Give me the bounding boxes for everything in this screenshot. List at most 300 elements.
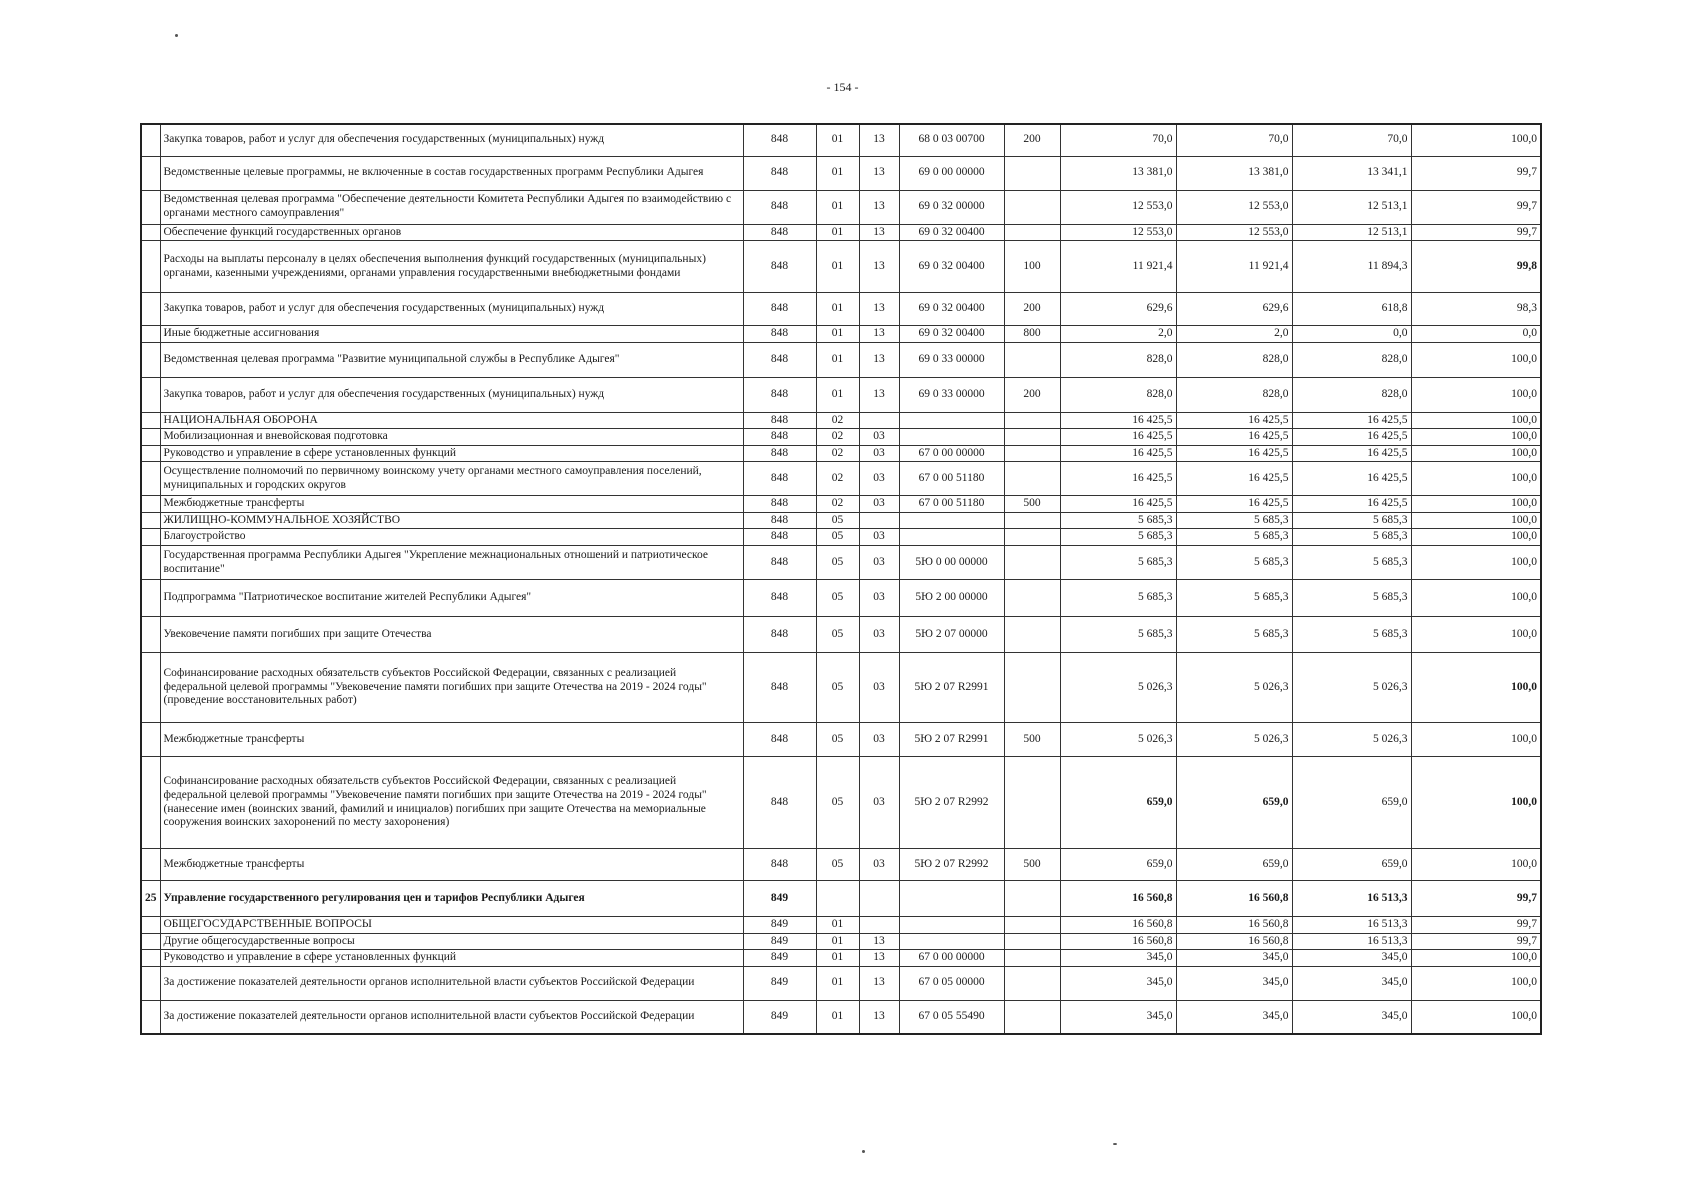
item-name-cell: Обеспечение функций государственных органов: [160, 224, 743, 241]
amount-3-cell: 618,8: [1292, 293, 1411, 326]
subsection-code-cell: 13: [859, 950, 899, 967]
amount-3-cell: 11 894,3: [1292, 241, 1411, 293]
table-row: [141, 326, 1541, 343]
table-row: [141, 653, 1541, 723]
percent-cell: 100,0: [1411, 723, 1541, 757]
section-code-cell: 01: [816, 342, 859, 377]
row-number-cell: [141, 326, 160, 343]
amount-1-cell: 70,0: [1060, 124, 1176, 156]
target-article-cell: [899, 412, 1004, 429]
percent-cell: 100,0: [1411, 512, 1541, 529]
table-row: [141, 580, 1541, 617]
expense-type-cell: 500: [1004, 849, 1060, 881]
item-name-cell: За достижение показателей деятельности органов исполнительной власти субъектов Российской Федерации: [160, 1000, 743, 1034]
amount-1-cell: 345,0: [1060, 1000, 1176, 1034]
percent-cell: 100,0: [1411, 849, 1541, 881]
amount-3-cell: 13 341,1: [1292, 156, 1411, 190]
item-name-cell: Закупка товаров, работ и услуг для обеспечения государственных (муниципальных) нужд: [160, 293, 743, 326]
percent-cell: 99,7: [1411, 933, 1541, 950]
department-code-cell: 848: [743, 723, 816, 757]
percent-cell: 100,0: [1411, 580, 1541, 617]
item-name-cell: ОБЩЕГОСУДАРСТВЕННЫЕ ВОПРОСЫ: [160, 917, 743, 934]
item-name-cell: Благоустройство: [160, 529, 743, 546]
subsection-code-cell: 03: [859, 445, 899, 462]
amount-3-cell: 5 685,3: [1292, 580, 1411, 617]
row-number-cell: [141, 445, 160, 462]
expense-type-cell: [1004, 1000, 1060, 1034]
amount-1-cell: 16 425,5: [1060, 429, 1176, 446]
expense-type-cell: [1004, 462, 1060, 496]
amount-3-cell: 70,0: [1292, 124, 1411, 156]
department-code-cell: 848: [743, 224, 816, 241]
table-row: [141, 546, 1541, 580]
target-article-cell: 67 0 00 51180: [899, 496, 1004, 513]
target-article-cell: 69 0 32 00400: [899, 241, 1004, 293]
row-number-cell: [141, 462, 160, 496]
table-row: [141, 966, 1541, 1000]
amount-2-cell: 16 425,5: [1176, 429, 1292, 446]
amount-3-cell: 16 513,3: [1292, 933, 1411, 950]
percent-cell: 100,0: [1411, 342, 1541, 377]
department-code-cell: 848: [743, 546, 816, 580]
amount-2-cell: 5 685,3: [1176, 617, 1292, 653]
target-article-cell: 67 0 05 55490: [899, 1000, 1004, 1034]
department-code-cell: 848: [743, 849, 816, 881]
amount-3-cell: 345,0: [1292, 966, 1411, 1000]
percent-cell: 100,0: [1411, 462, 1541, 496]
table-row: [141, 757, 1541, 849]
amount-2-cell: 16 560,8: [1176, 933, 1292, 950]
table-row: [141, 496, 1541, 513]
section-code-cell: 05: [816, 617, 859, 653]
subsection-code-cell: 13: [859, 224, 899, 241]
department-code-cell: 848: [743, 156, 816, 190]
row-number-cell: [141, 342, 160, 377]
department-code-cell: 848: [743, 512, 816, 529]
row-number-cell: [141, 412, 160, 429]
section-code-cell: 01: [816, 917, 859, 934]
expense-type-cell: [1004, 580, 1060, 617]
amount-3-cell: 659,0: [1292, 849, 1411, 881]
section-code-cell: 05: [816, 546, 859, 580]
item-name-cell: Государственная программа Республики Адыгея "Укрепление межнациональных отношений и патриотическое воспитание": [160, 546, 743, 580]
section-code-cell: 05: [816, 849, 859, 881]
item-name-cell: Управление государственного регулирования цен и тарифов Республики Адыгея: [160, 881, 743, 917]
amount-1-cell: 16 425,5: [1060, 445, 1176, 462]
department-code-cell: 848: [743, 241, 816, 293]
item-name-cell: НАЦИОНАЛЬНАЯ ОБОРОНА: [160, 412, 743, 429]
scan-speck: [1113, 1143, 1117, 1145]
target-article-cell: 5Ю 2 07 R2992: [899, 757, 1004, 849]
amount-2-cell: 345,0: [1176, 966, 1292, 1000]
amount-1-cell: 16 560,8: [1060, 933, 1176, 950]
target-article-cell: [899, 429, 1004, 446]
amount-2-cell: 70,0: [1176, 124, 1292, 156]
expense-type-cell: [1004, 757, 1060, 849]
table-row: [141, 881, 1541, 917]
target-article-cell: 5Ю 2 07 R2991: [899, 723, 1004, 757]
table-row: [141, 224, 1541, 241]
row-number-cell: 25: [141, 881, 160, 917]
target-article-cell: [899, 529, 1004, 546]
percent-cell: 100,0: [1411, 124, 1541, 156]
expense-type-cell: [1004, 933, 1060, 950]
section-code-cell: 02: [816, 445, 859, 462]
percent-cell: 100,0: [1411, 1000, 1541, 1034]
subsection-code-cell: 13: [859, 156, 899, 190]
department-code-cell: 848: [743, 377, 816, 412]
amount-2-cell: 5 026,3: [1176, 653, 1292, 723]
amount-2-cell: 12 553,0: [1176, 190, 1292, 224]
amount-2-cell: 828,0: [1176, 342, 1292, 377]
amount-1-cell: 5 685,3: [1060, 546, 1176, 580]
percent-cell: 100,0: [1411, 966, 1541, 1000]
row-number-cell: [141, 496, 160, 513]
subsection-code-cell: 03: [859, 429, 899, 446]
target-article-cell: 69 0 33 00000: [899, 342, 1004, 377]
target-article-cell: 5Ю 2 07 R2992: [899, 849, 1004, 881]
expense-type-cell: [1004, 156, 1060, 190]
section-code-cell: 01: [816, 156, 859, 190]
expense-type-cell: [1004, 445, 1060, 462]
amount-1-cell: 16 425,5: [1060, 462, 1176, 496]
amount-3-cell: 345,0: [1292, 1000, 1411, 1034]
department-code-cell: 849: [743, 950, 816, 967]
row-number-cell: [141, 653, 160, 723]
table-row: [141, 917, 1541, 934]
table-row: [141, 412, 1541, 429]
target-article-cell: 67 0 00 00000: [899, 445, 1004, 462]
table-row: [141, 723, 1541, 757]
section-code-cell: 05: [816, 757, 859, 849]
expense-type-cell: [1004, 653, 1060, 723]
percent-cell: 100,0: [1411, 546, 1541, 580]
expense-type-cell: 100: [1004, 241, 1060, 293]
target-article-cell: 69 0 32 00400: [899, 224, 1004, 241]
row-number-cell: [141, 723, 160, 757]
amount-1-cell: 13 381,0: [1060, 156, 1176, 190]
subsection-code-cell: 03: [859, 617, 899, 653]
subsection-code-cell: 13: [859, 342, 899, 377]
department-code-cell: 849: [743, 933, 816, 950]
target-article-cell: 68 0 03 00700: [899, 124, 1004, 156]
amount-3-cell: 5 685,3: [1292, 546, 1411, 580]
row-number-cell: [141, 580, 160, 617]
amount-2-cell: 659,0: [1176, 757, 1292, 849]
section-code-cell: 01: [816, 933, 859, 950]
item-name-cell: Межбюджетные трансферты: [160, 849, 743, 881]
amount-3-cell: 16 425,5: [1292, 429, 1411, 446]
expense-type-cell: [1004, 966, 1060, 1000]
table-row: [141, 933, 1541, 950]
section-code-cell: 02: [816, 462, 859, 496]
expense-type-cell: 200: [1004, 124, 1060, 156]
amount-3-cell: 16 513,3: [1292, 917, 1411, 934]
item-name-cell: Ведомственные целевые программы, не включенные в состав государственных программ Республики Адыгея: [160, 156, 743, 190]
page-number: - 154 -: [826, 80, 859, 94]
subsection-code-cell: 03: [859, 849, 899, 881]
row-number-cell: [141, 124, 160, 156]
subsection-code-cell: 13: [859, 1000, 899, 1034]
expense-type-cell: 500: [1004, 723, 1060, 757]
department-code-cell: 848: [743, 293, 816, 326]
section-code-cell: [816, 881, 859, 917]
expense-type-cell: [1004, 529, 1060, 546]
section-code-cell: 01: [816, 190, 859, 224]
row-number-cell: [141, 950, 160, 967]
section-code-cell: 01: [816, 326, 859, 343]
target-article-cell: 67 0 00 51180: [899, 462, 1004, 496]
subsection-code-cell: 13: [859, 326, 899, 343]
subsection-code-cell: [859, 917, 899, 934]
scan-speck: [175, 34, 178, 37]
item-name-cell: Межбюджетные трансферты: [160, 496, 743, 513]
item-name-cell: ЖИЛИЩНО-КОММУНАЛЬНОЕ ХОЗЯЙСТВО: [160, 512, 743, 529]
amount-2-cell: 16 425,5: [1176, 412, 1292, 429]
amount-1-cell: 629,6: [1060, 293, 1176, 326]
subsection-code-cell: 03: [859, 653, 899, 723]
section-code-cell: 01: [816, 966, 859, 1000]
department-code-cell: 849: [743, 917, 816, 934]
amount-1-cell: 5 685,3: [1060, 529, 1176, 546]
amount-1-cell: 16 560,8: [1060, 917, 1176, 934]
target-article-cell: [899, 933, 1004, 950]
percent-cell: 100,0: [1411, 757, 1541, 849]
row-number-cell: [141, 933, 160, 950]
percent-cell: 100,0: [1411, 377, 1541, 412]
row-number-cell: [141, 617, 160, 653]
subsection-code-cell: 13: [859, 190, 899, 224]
target-article-cell: 5Ю 0 00 00000: [899, 546, 1004, 580]
target-article-cell: [899, 512, 1004, 529]
section-code-cell: 05: [816, 529, 859, 546]
item-name-cell: Софинансирование расходных обязательств субъектов Российской Федерации, связанных с реализацией федеральной целевой программы "Увековечение памяти погибших при защите Отечества на 2019 - 2024 годы" (проведение восстановительных работ): [160, 653, 743, 723]
amount-1-cell: 12 553,0: [1060, 190, 1176, 224]
section-code-cell: 01: [816, 950, 859, 967]
percent-cell: 99,7: [1411, 881, 1541, 917]
department-code-cell: 848: [743, 653, 816, 723]
amount-3-cell: 5 685,3: [1292, 529, 1411, 546]
expense-type-cell: 800: [1004, 326, 1060, 343]
department-code-cell: 849: [743, 881, 816, 917]
expense-type-cell: [1004, 512, 1060, 529]
percent-cell: 100,0: [1411, 496, 1541, 513]
amount-1-cell: 5 685,3: [1060, 617, 1176, 653]
amount-2-cell: 345,0: [1176, 950, 1292, 967]
amount-3-cell: 5 026,3: [1292, 723, 1411, 757]
department-code-cell: 848: [743, 342, 816, 377]
expense-type-cell: [1004, 342, 1060, 377]
section-code-cell: 05: [816, 580, 859, 617]
target-article-cell: 5Ю 2 00 00000: [899, 580, 1004, 617]
department-code-cell: 848: [743, 326, 816, 343]
table-row: [141, 512, 1541, 529]
table-row: [141, 342, 1541, 377]
section-code-cell: 02: [816, 496, 859, 513]
row-number-cell: [141, 293, 160, 326]
amount-1-cell: 659,0: [1060, 757, 1176, 849]
expense-type-cell: 500: [1004, 496, 1060, 513]
department-code-cell: 848: [743, 462, 816, 496]
subsection-code-cell: 03: [859, 757, 899, 849]
table-row: [141, 429, 1541, 446]
percent-cell: 100,0: [1411, 653, 1541, 723]
amount-1-cell: 16 560,8: [1060, 881, 1176, 917]
target-article-cell: [899, 881, 1004, 917]
percent-cell: 100,0: [1411, 412, 1541, 429]
amount-3-cell: 12 513,1: [1292, 190, 1411, 224]
amount-3-cell: 16 425,5: [1292, 412, 1411, 429]
percent-cell: 0,0: [1411, 326, 1541, 343]
department-code-cell: 848: [743, 529, 816, 546]
row-number-cell: [141, 757, 160, 849]
subsection-code-cell: 13: [859, 933, 899, 950]
row-number-cell: [141, 1000, 160, 1034]
department-code-cell: 848: [743, 445, 816, 462]
subsection-code-cell: 13: [859, 124, 899, 156]
percent-cell: 100,0: [1411, 445, 1541, 462]
amount-2-cell: 659,0: [1176, 849, 1292, 881]
subsection-code-cell: [859, 881, 899, 917]
amount-2-cell: 16 425,5: [1176, 496, 1292, 513]
amount-1-cell: 828,0: [1060, 377, 1176, 412]
amount-3-cell: 345,0: [1292, 950, 1411, 967]
expense-type-cell: [1004, 224, 1060, 241]
department-code-cell: 848: [743, 429, 816, 446]
section-code-cell: 01: [816, 241, 859, 293]
amount-2-cell: 5 685,3: [1176, 529, 1292, 546]
subsection-code-cell: 03: [859, 529, 899, 546]
item-name-cell: Мобилизационная и вневойсковая подготовка: [160, 429, 743, 446]
amount-3-cell: 16 513,3: [1292, 881, 1411, 917]
item-name-cell: Осуществление полномочий по первичному воинскому учету органами местного самоуправления поселений, муниципальных и городских округов: [160, 462, 743, 496]
department-code-cell: 848: [743, 124, 816, 156]
amount-2-cell: 16 560,8: [1176, 881, 1292, 917]
subsection-code-cell: [859, 512, 899, 529]
row-number-cell: [141, 429, 160, 446]
budget-table: [140, 123, 1542, 1035]
amount-2-cell: 16 425,5: [1176, 445, 1292, 462]
amount-2-cell: 12 553,0: [1176, 224, 1292, 241]
section-code-cell: 02: [816, 412, 859, 429]
item-name-cell: За достижение показателей деятельности органов исполнительной власти субъектов Российской Федерации: [160, 966, 743, 1000]
table-row: [141, 241, 1541, 293]
department-code-cell: 848: [743, 412, 816, 429]
percent-cell: 99,7: [1411, 190, 1541, 224]
subsection-code-cell: [859, 412, 899, 429]
amount-2-cell: 5 026,3: [1176, 723, 1292, 757]
row-number-cell: [141, 966, 160, 1000]
section-code-cell: 01: [816, 377, 859, 412]
amount-2-cell: 11 921,4: [1176, 241, 1292, 293]
amount-3-cell: 0,0: [1292, 326, 1411, 343]
subsection-code-cell: 03: [859, 496, 899, 513]
percent-cell: 100,0: [1411, 950, 1541, 967]
table-row: [141, 617, 1541, 653]
item-name-cell: Другие общегосударственные вопросы: [160, 933, 743, 950]
item-name-cell: Ведомственная целевая программа "Развитие муниципальной службы в Республике Адыгея": [160, 342, 743, 377]
department-code-cell: 848: [743, 496, 816, 513]
target-article-cell: 5Ю 2 07 R2991: [899, 653, 1004, 723]
table-row: [141, 849, 1541, 881]
amount-2-cell: 5 685,3: [1176, 512, 1292, 529]
row-number-cell: [141, 849, 160, 881]
percent-cell: 100,0: [1411, 529, 1541, 546]
amount-1-cell: 5 026,3: [1060, 653, 1176, 723]
department-code-cell: 848: [743, 580, 816, 617]
percent-cell: 98,3: [1411, 293, 1541, 326]
item-name-cell: Подпрограмма "Патриотическое воспитание жителей Республики Адыгея": [160, 580, 743, 617]
department-code-cell: 849: [743, 1000, 816, 1034]
subsection-code-cell: 13: [859, 241, 899, 293]
amount-1-cell: 659,0: [1060, 849, 1176, 881]
section-code-cell: 02: [816, 429, 859, 446]
amount-1-cell: 16 425,5: [1060, 412, 1176, 429]
amount-2-cell: 5 685,3: [1176, 546, 1292, 580]
amount-1-cell: 12 553,0: [1060, 224, 1176, 241]
amount-1-cell: 16 425,5: [1060, 496, 1176, 513]
percent-cell: 99,7: [1411, 917, 1541, 934]
row-number-cell: [141, 917, 160, 934]
scan-speck: [862, 1150, 865, 1153]
amount-2-cell: 345,0: [1176, 1000, 1292, 1034]
amount-2-cell: 828,0: [1176, 377, 1292, 412]
table-row: [141, 190, 1541, 224]
row-number-cell: [141, 241, 160, 293]
target-article-cell: 69 0 32 00400: [899, 326, 1004, 343]
item-name-cell: Иные бюджетные ассигнования: [160, 326, 743, 343]
target-article-cell: [899, 917, 1004, 934]
section-code-cell: 01: [816, 293, 859, 326]
amount-2-cell: 5 685,3: [1176, 580, 1292, 617]
target-article-cell: 67 0 00 00000: [899, 950, 1004, 967]
expense-type-cell: [1004, 917, 1060, 934]
amount-1-cell: 828,0: [1060, 342, 1176, 377]
amount-1-cell: 5 685,3: [1060, 580, 1176, 617]
expense-type-cell: [1004, 429, 1060, 446]
subsection-code-cell: 03: [859, 580, 899, 617]
item-name-cell: Ведомственная целевая программа "Обеспечение деятельности Комитета Республики Адыгея по взаимодействию с органами местного самоуправления": [160, 190, 743, 224]
section-code-cell: 05: [816, 723, 859, 757]
section-code-cell: 01: [816, 124, 859, 156]
expense-type-cell: [1004, 546, 1060, 580]
percent-cell: 100,0: [1411, 429, 1541, 446]
department-code-cell: 848: [743, 190, 816, 224]
percent-cell: 99,7: [1411, 156, 1541, 190]
amount-1-cell: 5 685,3: [1060, 512, 1176, 529]
amount-1-cell: 345,0: [1060, 950, 1176, 967]
item-name-cell: Руководство и управление в сфере установленных функций: [160, 445, 743, 462]
section-code-cell: 05: [816, 512, 859, 529]
department-code-cell: 848: [743, 617, 816, 653]
amount-3-cell: 5 685,3: [1292, 617, 1411, 653]
subsection-code-cell: 13: [859, 293, 899, 326]
amount-1-cell: 11 921,4: [1060, 241, 1176, 293]
amount-2-cell: 629,6: [1176, 293, 1292, 326]
table-row: [141, 124, 1541, 156]
amount-1-cell: 5 026,3: [1060, 723, 1176, 757]
amount-3-cell: 16 425,5: [1292, 496, 1411, 513]
section-code-cell: 01: [816, 224, 859, 241]
target-article-cell: 69 0 00 00000: [899, 156, 1004, 190]
table-row: [141, 462, 1541, 496]
row-number-cell: [141, 512, 160, 529]
amount-3-cell: 5 026,3: [1292, 653, 1411, 723]
expense-type-cell: [1004, 617, 1060, 653]
table-row: [141, 529, 1541, 546]
item-name-cell: Руководство и управление в сфере установленных функций: [160, 950, 743, 967]
section-code-cell: 05: [816, 653, 859, 723]
